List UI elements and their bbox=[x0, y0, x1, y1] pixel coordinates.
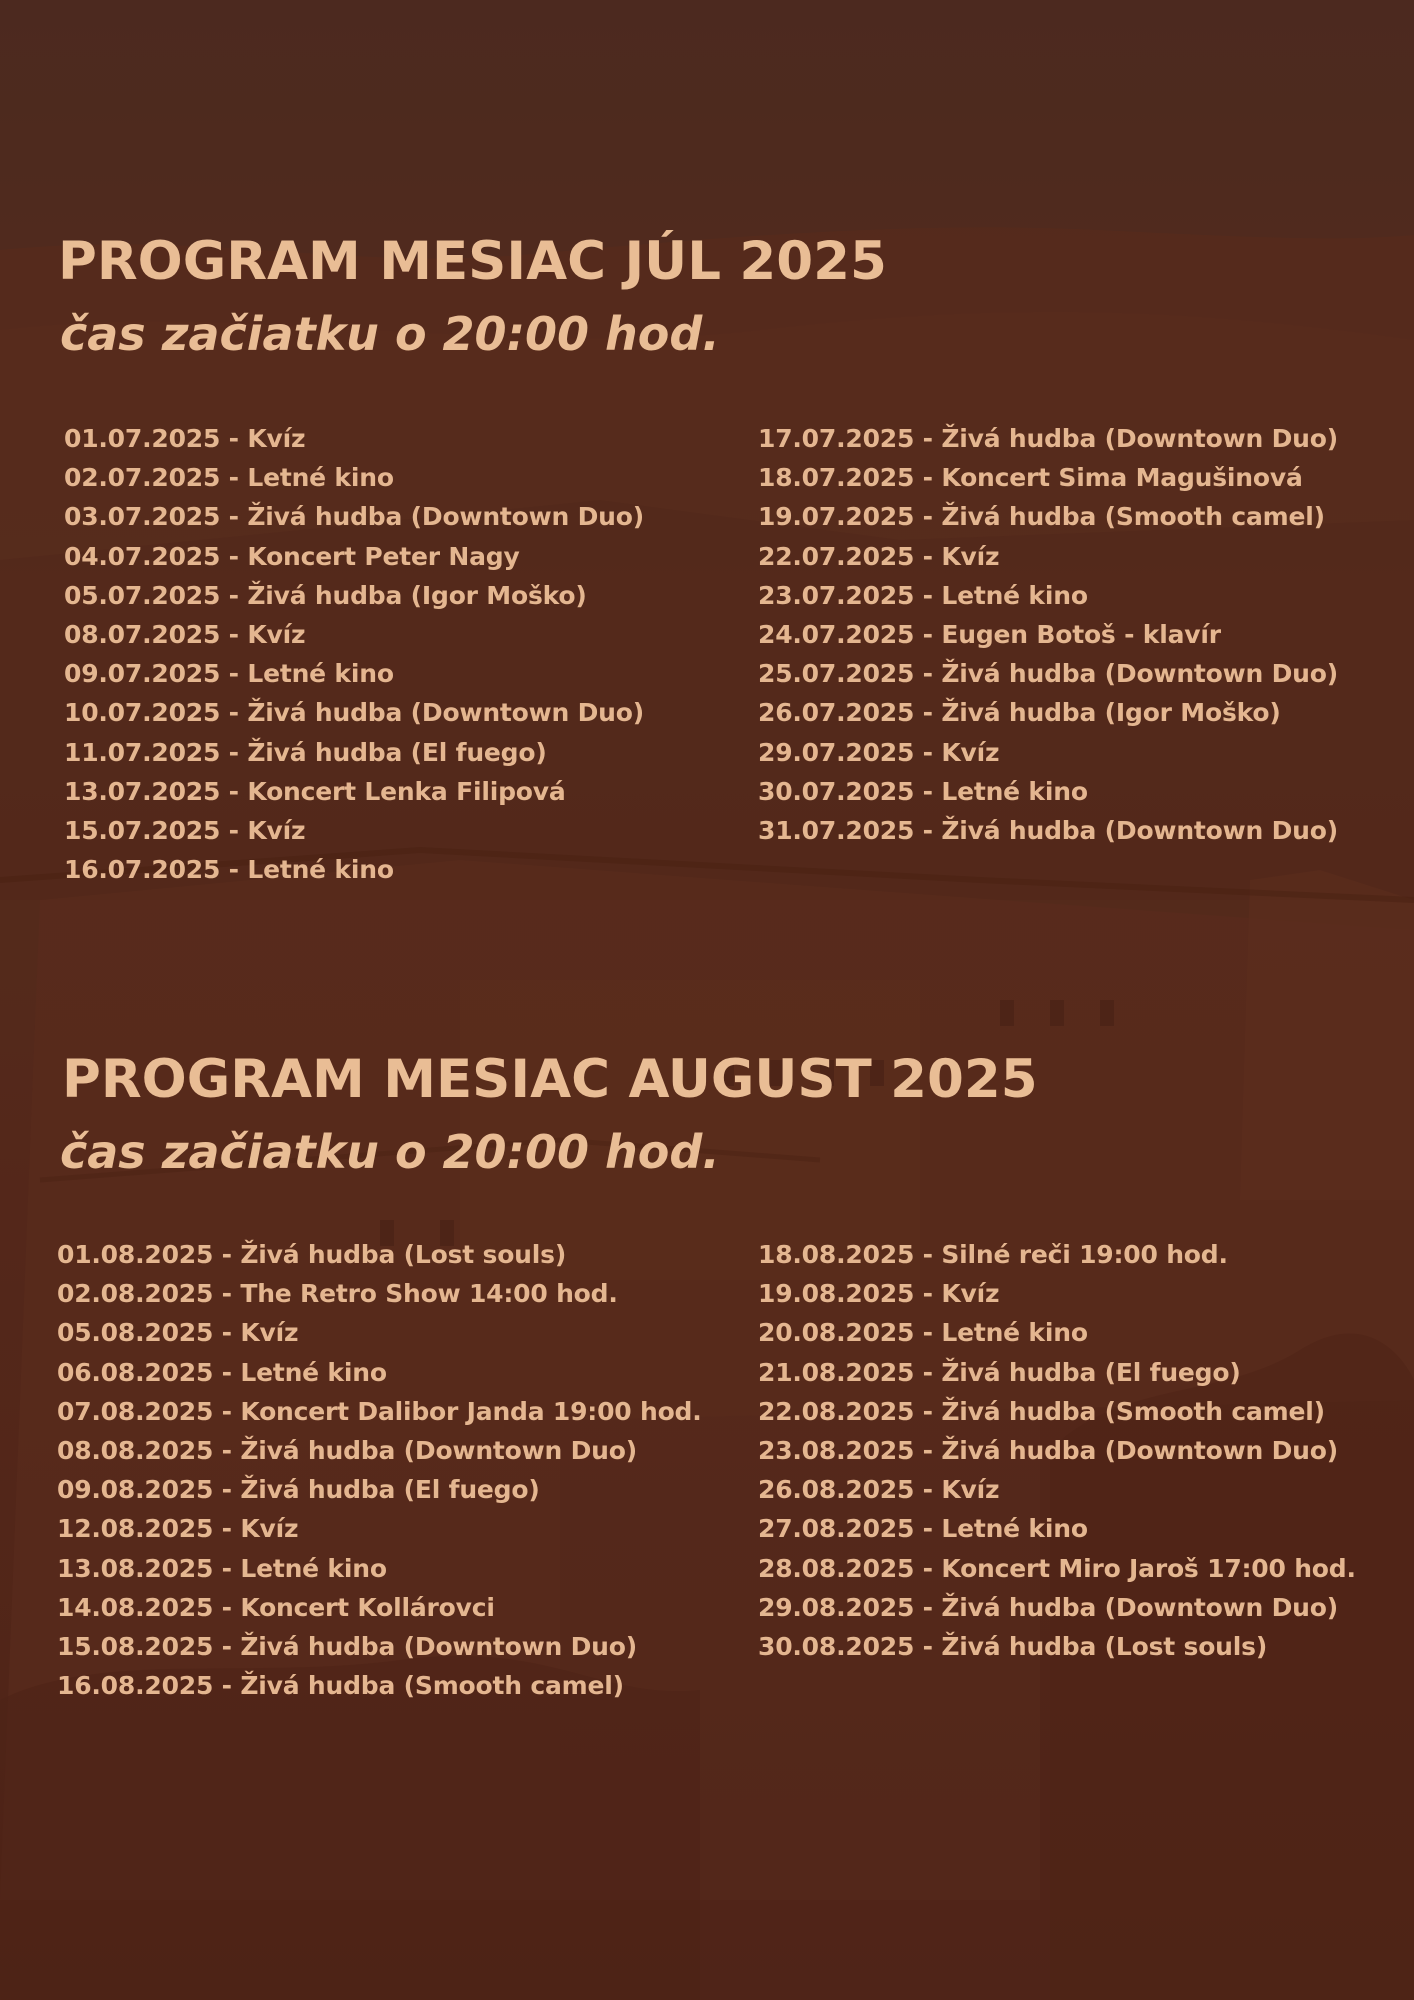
list-item: 02.07.2025 - Letné kino bbox=[64, 463, 394, 493]
list-item: 08.08.2025 - Živá hudba (Downtown Duo) bbox=[57, 1435, 637, 1465]
list-item: 12.08.2025 - Kvíz bbox=[57, 1514, 299, 1544]
list-item: 05.08.2025 - Kvíz bbox=[57, 1318, 299, 1348]
list-item: 29.07.2025 - Kvíz bbox=[758, 737, 1000, 767]
list-item: 13.07.2025 - Koncert Lenka Filipová bbox=[64, 776, 566, 806]
list-item: 27.08.2025 - Letné kino bbox=[758, 1514, 1088, 1544]
list-item: 23.08.2025 - Živá hudba (Downtown Duo) bbox=[758, 1435, 1338, 1465]
list-item: 17.07.2025 - Živá hudba (Downtown Duo) bbox=[758, 424, 1338, 453]
list-item: 15.07.2025 - Kvíz bbox=[64, 815, 306, 845]
list-item: 21.08.2025 - Živá hudba (El fuego) bbox=[758, 1357, 1241, 1387]
list-item: 05.07.2025 - Živá hudba (Igor Moško) bbox=[64, 580, 587, 610]
list-item: 09.07.2025 - Letné kino bbox=[64, 659, 394, 689]
list-item: 25.07.2025 - Živá hudba (Downtown Duo) bbox=[758, 659, 1338, 689]
august-start-time-subtitle: čas začiatku o 20:00 hod. bbox=[60, 1125, 720, 1179]
list-item: 14.08.2025 - Koncert Kollárovci bbox=[57, 1592, 495, 1622]
list-item: 31.07.2025 - Živá hudba (Downtown Duo) bbox=[758, 815, 1338, 845]
list-item: 01.07.2025 - Kvíz bbox=[64, 424, 306, 453]
list-item: 08.07.2025 - Kvíz bbox=[64, 619, 306, 649]
list-item: 09.08.2025 - Živá hudba (El fuego) bbox=[57, 1475, 540, 1505]
list-item: 22.08.2025 - Živá hudba (Smooth camel) bbox=[758, 1396, 1325, 1426]
list-item: 28.08.2025 - Koncert Miro Jaroš 17:00 hod. bbox=[758, 1553, 1356, 1583]
list-item: 11.07.2025 - Živá hudba (El fuego) bbox=[64, 737, 547, 767]
august-events-left-column bbox=[57, 1235, 702, 1705]
list-item: 04.07.2025 - Koncert Peter Nagy bbox=[64, 541, 520, 571]
july-events-right-column bbox=[758, 419, 1338, 850]
list-item: 18.07.2025 - Koncert Sima Magušinová bbox=[758, 463, 1303, 493]
list-item: 19.08.2025 - Kvíz bbox=[758, 1279, 1000, 1309]
list-item: 07.08.2025 - Koncert Dalibor Janda 19:00 hod. bbox=[57, 1396, 702, 1426]
list-item: 16.08.2025 - Živá hudba (Smooth camel) bbox=[57, 1671, 624, 1701]
july-start-time-subtitle: čas začiatku o 20:00 hod. bbox=[60, 307, 720, 361]
list-item: 18.08.2025 - Silné reči 19:00 hod. bbox=[758, 1240, 1228, 1269]
list-item: 26.08.2025 - Kvíz bbox=[758, 1475, 1000, 1505]
list-item: 29.08.2025 - Živá hudba (Downtown Duo) bbox=[758, 1592, 1338, 1622]
list-item: 19.07.2025 - Živá hudba (Smooth camel) bbox=[758, 502, 1325, 532]
august-program-title: PROGRAM MESIAC AUGUST 2025 bbox=[62, 1049, 1038, 1110]
list-item: 03.07.2025 - Živá hudba (Downtown Duo) bbox=[64, 502, 644, 532]
list-item: 30.07.2025 - Letné kino bbox=[758, 776, 1088, 806]
list-item: 02.08.2025 - The Retro Show 14:00 hod. bbox=[57, 1279, 618, 1309]
august-events-right-column bbox=[758, 1235, 1356, 1666]
list-item: 22.07.2025 - Kvíz bbox=[758, 541, 1000, 571]
july-events-left-column bbox=[64, 419, 644, 889]
list-item: 26.07.2025 - Živá hudba (Igor Moško) bbox=[758, 698, 1281, 728]
list-item: 13.08.2025 - Letné kino bbox=[57, 1553, 387, 1583]
list-item: 16.07.2025 - Letné kino bbox=[64, 855, 394, 885]
list-item: 10.07.2025 - Živá hudba (Downtown Duo) bbox=[64, 698, 644, 728]
list-item: 30.08.2025 - Živá hudba (Lost souls) bbox=[758, 1631, 1268, 1661]
list-item: 15.08.2025 - Živá hudba (Downtown Duo) bbox=[57, 1631, 637, 1661]
list-item: 20.08.2025 - Letné kino bbox=[758, 1318, 1088, 1348]
list-item: 24.07.2025 - Eugen Botoš - klavír bbox=[758, 619, 1221, 649]
list-item: 23.07.2025 - Letné kino bbox=[758, 580, 1088, 610]
list-item: 06.08.2025 - Letné kino bbox=[57, 1357, 387, 1387]
list-item: 01.08.2025 - Živá hudba (Lost souls) bbox=[57, 1240, 567, 1269]
july-program-title: PROGRAM MESIAC JÚL 2025 bbox=[58, 231, 887, 292]
